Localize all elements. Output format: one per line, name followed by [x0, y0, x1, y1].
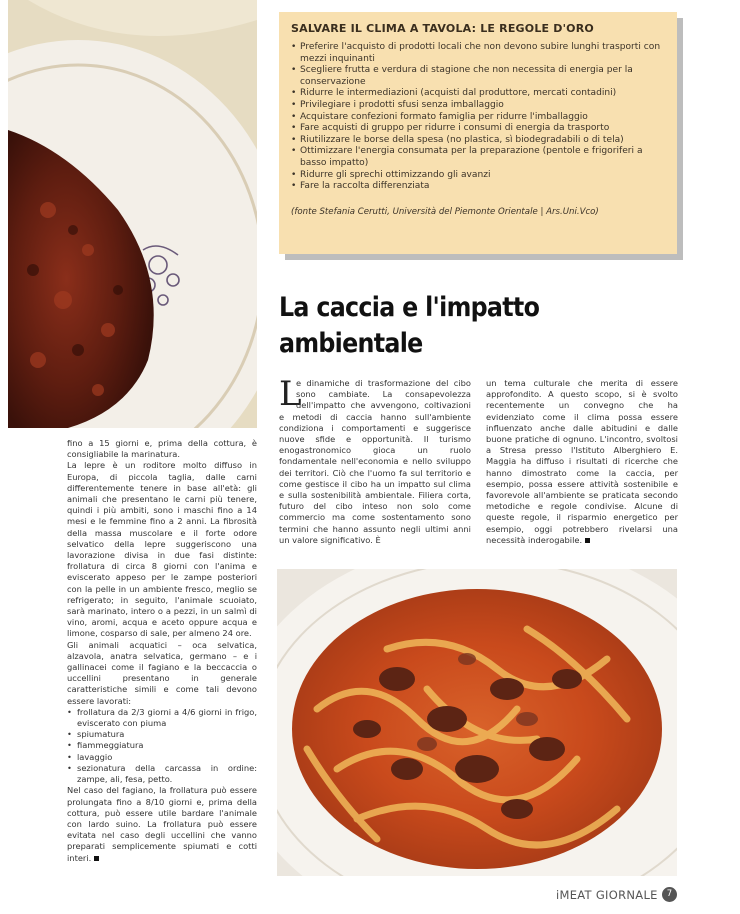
- climate-rules-box: [279, 12, 677, 254]
- processing-list: [67, 707, 257, 785]
- paragraph: [486, 378, 678, 546]
- end-mark-icon: [94, 856, 99, 861]
- bottom-photo-pasta-dish: [277, 569, 677, 876]
- page-number: 7: [662, 887, 677, 902]
- list-item: • Ridurre gli sprechi ottimizzando gli avanzi: [291, 170, 665, 182]
- list-item: • sezionatura della carcassa in ordine: zampe, ali, fesa, petto.: [67, 763, 257, 785]
- box-source: (fonte Stefania Cerutti, Università del Piemonte Orientale | Ars.Uni.Vco): [291, 206, 599, 217]
- paragraph-text: un tema culturale che merita di essere approfondito. A questo scopo, si è svolto recentemente un convegno che ha evidenziato come il clima possa essere influenzato anche dalle abitudini e dalle buone pratiche di ognuno. L'incontro, svoltosi a Stresa presso l'Istituto Alberghiero E. Maggia ha diffuso i risultati di ricerche che hanno dimostrato come la caccia, per esempio, possa essere attività sostenibile e favorevole all'ambiente se praticata secondo metodiche e regole condivise. Alcune di queste regole, il risparmio energetico per esempio, oggi potrebbero rivelarsi una necessità inderogabile.: [486, 378, 678, 545]
- meat-dish-illustration: [8, 0, 257, 428]
- publication-name: iMEAT GIORNALE: [556, 888, 658, 902]
- paragraph: [279, 374, 471, 546]
- paragraph-text: e dinamiche di trasformazione del cibo sono cambiate. La consapevolezza dell'impatto che avvengono, coltivazioni e metodi di caccia hanno sull'ambiente condiziona i comportamenti e suggerisce nuove sfide e opportunità. Il turismo enogastronomico gioca un ruolo fondamentale nell'economia e nello sviluppo dei territori. Ciò che l'uomo fa sul territorio e come gestisce il cibo ha un impatto sul clima e sulla sostenibilità ambientale. Filiera corta, futuro del cibo inteso non solo come commercio ma come sostentamento sono termini che hanno assunto negli ultimi anni un valore significativo. È: [279, 378, 471, 545]
- paragraph: La lepre è un roditore molto diffuso in Europa, di piccola taglia, dalle carni differentemente tenere in base all'età: gli animali che presentano le carni più tenere, quindi i più ambiti, sono i maschi fino a 14 mesi e le femmine fino a 2 anni. La fibrosità della massa muscolare e il forte odore selvatico della lepre suggeriscono una lavorazione divisa in due fasi distinte: frollatura di circa 8 giorni con l'anima e eviscerato appeso per le zampe posteriori con la pelle in un ambiente fresco, meglio se refrigerato; in seguito, l'animale scuoiato, sarà marinato, intero o a pezzi, in un salmì di vino, aromi, acqua e aceto oppure acqua e limone, cosparso di sale, per almeno 24 ore.: [67, 460, 257, 639]
- list-item: • fiammeggiatura: [67, 740, 257, 751]
- list-item: • Ridurre le intermediazioni (acquisti dal produttore, mercati contadini): [291, 88, 665, 100]
- paragraph-text: Nel caso del fagiano, la frollatura può essere prolungata fino a 8/10 giorni e, prima della cottura, può essere utile bardare l'animale con lardo suino. La frollatura può essere evitata nel caso degli uccellini che vanno preparati semplicemente spiumati e cotti interi.: [67, 785, 257, 863]
- right-column: [486, 378, 678, 546]
- list-item: • spiumatura: [67, 729, 257, 740]
- drop-cap: L: [279, 374, 302, 414]
- left-column: [67, 438, 257, 864]
- pasta-dish-illustration: [277, 569, 677, 876]
- list-item: • Privilegiare i prodotti sfusi senza imballaggio: [291, 100, 665, 112]
- end-mark-icon: [585, 538, 590, 543]
- top-photo-meat-dish: [8, 0, 257, 428]
- list-item: • Ottimizzare l'energia consumata per la preparazione (pentole e frigoriferi a basso impatto): [291, 146, 665, 169]
- rules-list: [291, 42, 665, 193]
- list-item: • frollatura da 2/3 giorni a 4/6 giorni in frigo, eviscerato con piuma: [67, 707, 257, 729]
- middle-column: [279, 374, 471, 546]
- article-heading: La caccia e l'impatto ambientale: [279, 292, 540, 359]
- list-item: • Riutilizzare le borse della spesa (no plastica, sì biodegradabili o di tela): [291, 135, 665, 147]
- list-item: • Scegliere frutta e verdura di stagione che non necessita di energia per la conservazione: [291, 65, 665, 88]
- list-item: • lavaggio: [67, 752, 257, 763]
- list-item: • Fare acquisti di gruppo per ridurre i consumi di energia da trasporto: [291, 123, 665, 135]
- list-item: • Acquistare confezioni formato famiglia per ridurre l'imballaggio: [291, 112, 665, 124]
- paragraph: fino a 15 giorni e, prima della cottura, è consigliabile la marinatura.: [67, 438, 257, 460]
- paragraph: Gli animali acquatici – oca selvatica, alzavola, anatra selvatica, germano – e i gallinacei come il fagiano e la beccaccia o uccellini presentano in generale caratteristiche simili e come tali devono essere lavorati:: [67, 639, 257, 706]
- box-title: SALVARE IL CLIMA A TAVOLA: LE REGOLE D'ORO: [291, 22, 594, 35]
- list-item: • Preferire l'acquisto di prodotti locali che non devono subire lunghi trasporti con mezzi inquinanti: [291, 42, 665, 65]
- list-item: • Fare la raccolta differenziata: [291, 181, 665, 193]
- paragraph: [67, 785, 257, 863]
